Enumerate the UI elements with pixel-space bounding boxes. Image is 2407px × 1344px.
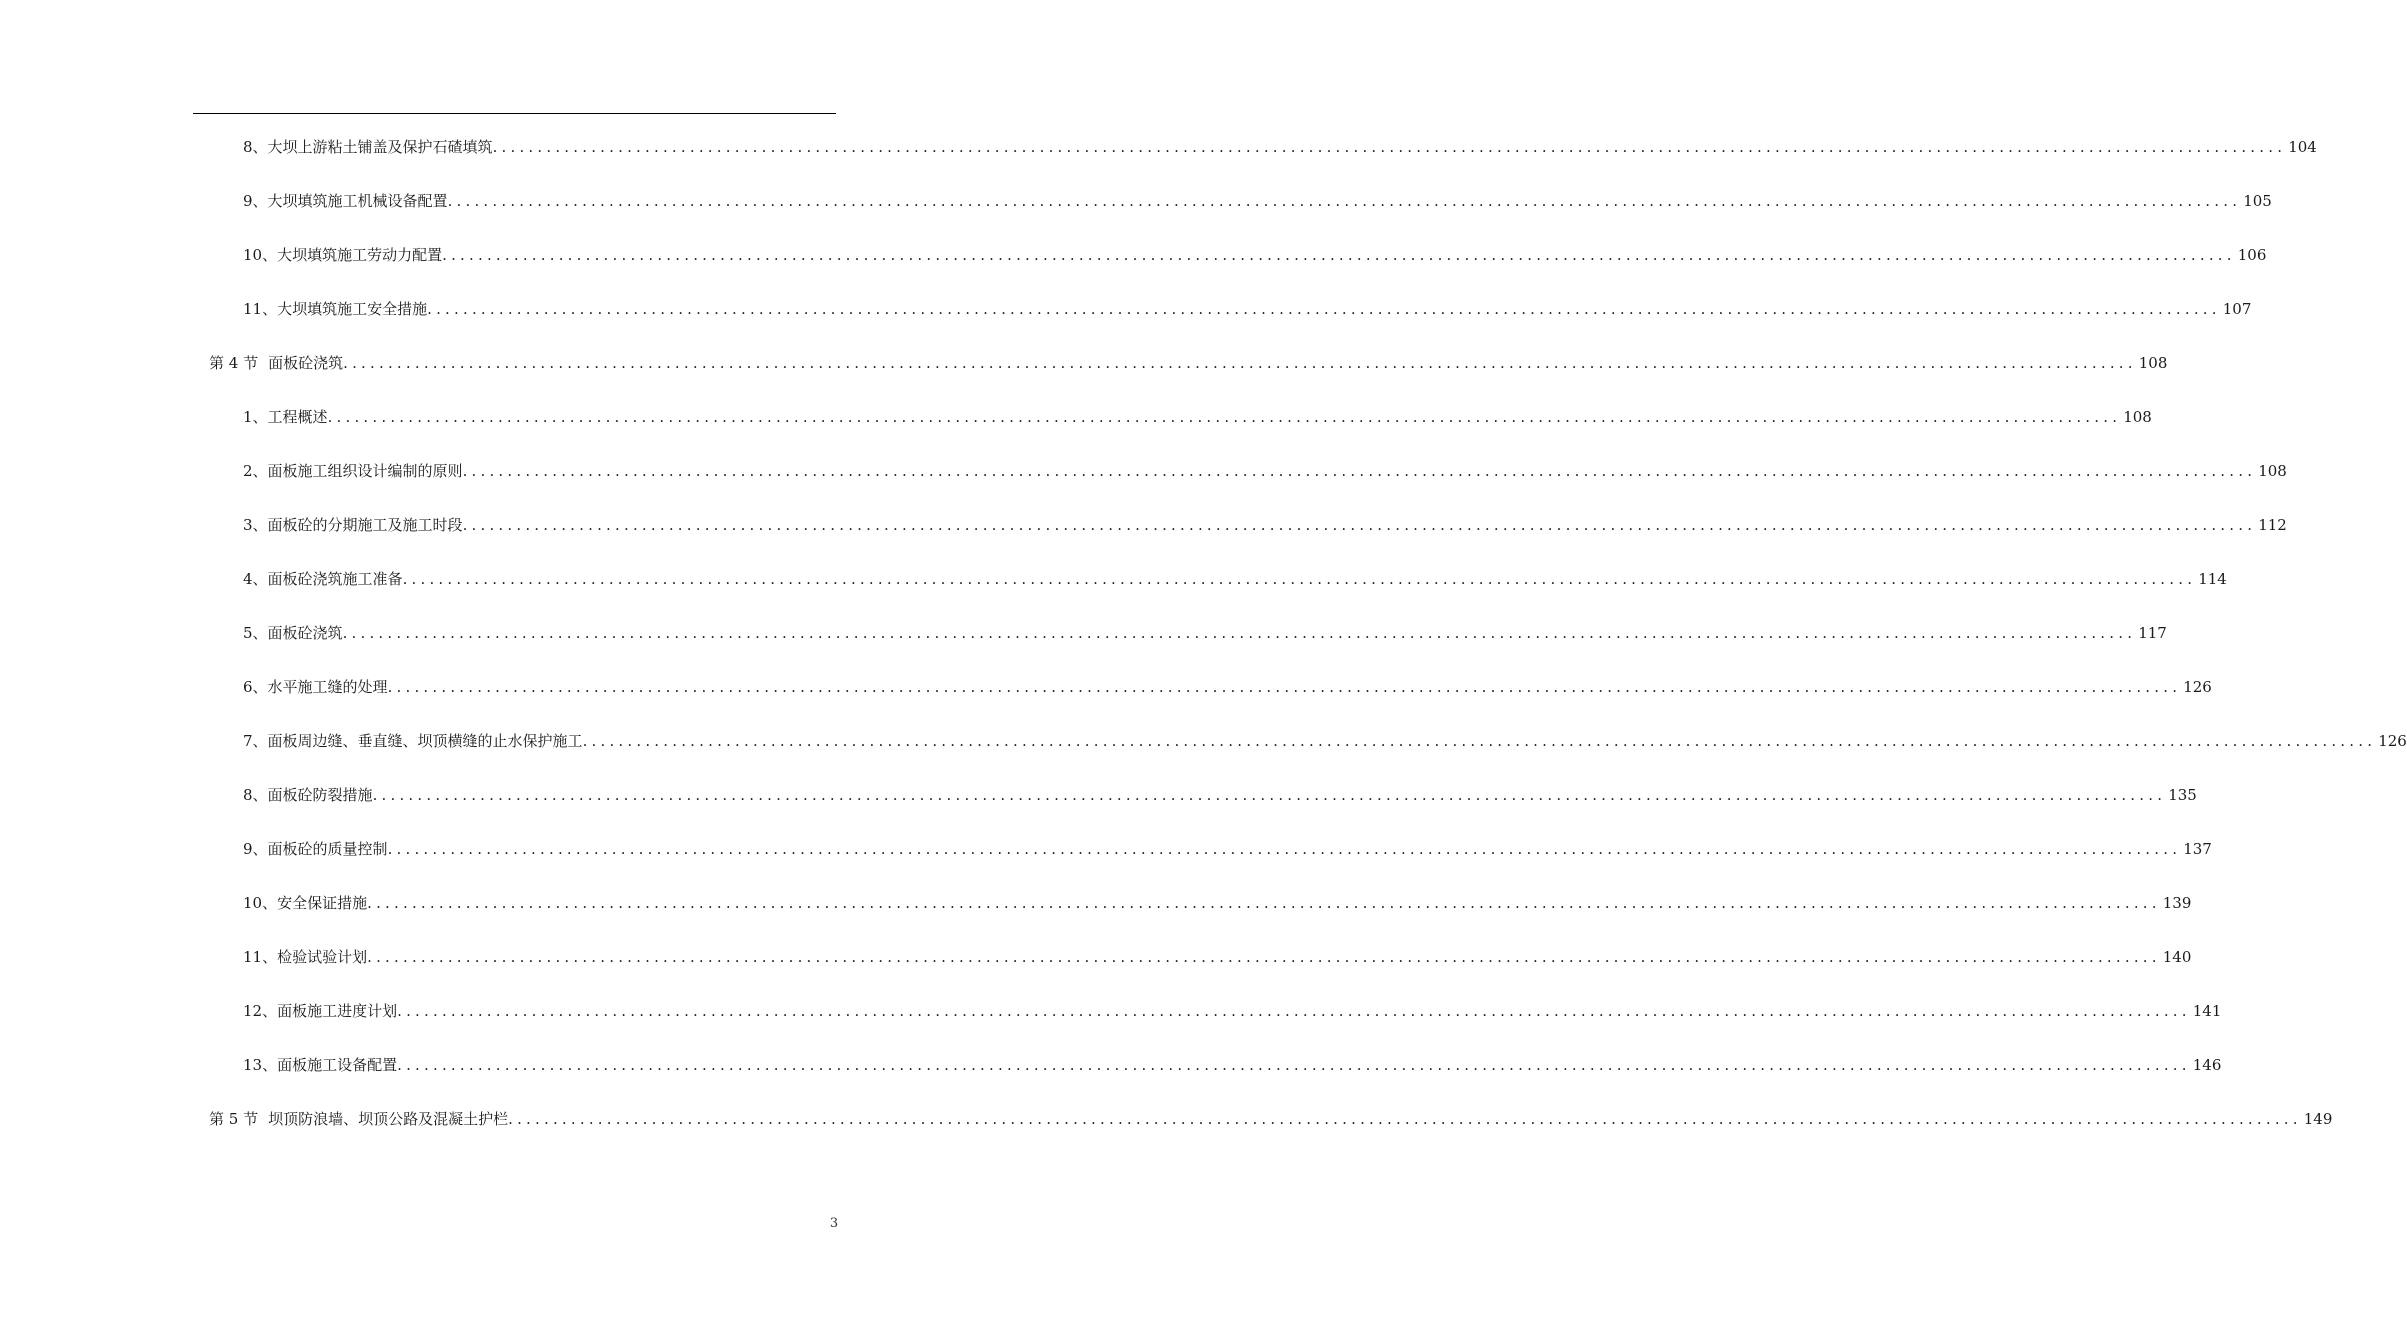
toc-entry-page: 105: [2243, 192, 2272, 210]
toc-entry[interactable]: [209, 1108, 2333, 1130]
toc-leader-dots: ........................................................................................................................................................................................................: [492, 138, 2287, 156]
toc-leader-dots: ........................................................................................................................................................................................................: [372, 786, 2167, 804]
toc-entry[interactable]: [209, 352, 2168, 374]
toc-leader-dots: ........................................................................................................................................................................................................: [462, 462, 2257, 480]
toc-entry[interactable]: [243, 892, 2192, 914]
toc-entry[interactable]: [243, 730, 2407, 752]
toc-entry[interactable]: [243, 838, 2212, 860]
toc-entry[interactable]: [243, 298, 2252, 320]
toc-leader-dots: ........................................................................................................................................................................................................: [442, 246, 2236, 264]
toc-leader-dots: ........................................................................................................................................................................................................: [387, 678, 2182, 696]
toc-leader-dots: ........................................................................................................................................................................................................: [462, 516, 2257, 534]
toc-entry-title: 坝顶防浪墙、坝顶公路及混凝土护栏: [268, 1110, 509, 1128]
toc-leader-dots: ........................................................................................................................................................................................................: [508, 1110, 2302, 1128]
toc-leader-dots: ........................................................................................................................................................................................................: [343, 354, 2137, 372]
toc-entry-title: 面板砼的分期施工及施工时段: [267, 516, 463, 534]
toc-entry-number: 9、: [243, 840, 268, 858]
toc-entry-title: 检验试验计划: [277, 948, 368, 966]
toc-entry-number: 2、: [243, 462, 268, 480]
toc-leader-dots: ........................................................................................................................................................................................................: [447, 192, 2242, 210]
toc-entry-page: 106: [2237, 246, 2267, 264]
toc-entry-number: 8、: [243, 786, 268, 804]
toc-entry[interactable]: [243, 1054, 2222, 1076]
toc-entry-title: 面板施工组织设计编制的原则: [267, 462, 463, 480]
toc-entry-number: 10、: [243, 894, 278, 912]
toc-leader-dots: ........................................................................................................................................................................................................: [582, 732, 2377, 750]
toc-leader-dots: ........................................................................................................................................................................................................: [342, 624, 2137, 642]
toc-entry[interactable]: [243, 1000, 2222, 1022]
toc-entry-number: 10、: [243, 246, 278, 264]
toc-entry-page: 146: [2192, 1056, 2222, 1074]
toc-entry-number: 5、: [243, 624, 268, 642]
toc-entry[interactable]: [243, 784, 2197, 806]
toc-leader-dots: ........................................................................................................................................................................................................: [397, 1056, 2191, 1074]
toc-entry-page: 137: [2183, 840, 2212, 858]
toc-entry-title: 面板砼浇筑: [268, 354, 344, 372]
toc-entry[interactable]: [243, 190, 2272, 212]
toc-leader-dots: ........................................................................................................................................................................................................: [367, 948, 2161, 966]
toc-leader-dots: ........................................................................................................................................................................................................: [367, 894, 2161, 912]
footer-page-number: 3: [829, 1216, 839, 1231]
toc-entry-number: 12、: [243, 1002, 278, 1020]
toc-entry[interactable]: [243, 136, 2317, 158]
toc-entry-page: 104: [2288, 138, 2317, 156]
toc-entry-number: 第 4 节: [209, 354, 259, 372]
toc-entry-title: 水平施工缝的处理: [267, 678, 388, 696]
toc-leader-dots: ........................................................................................................................................................................................................: [327, 408, 2122, 426]
toc-entry-number: 3、: [243, 516, 268, 534]
toc-entry-title: 安全保证措施: [277, 894, 368, 912]
toc-entry[interactable]: [243, 946, 2192, 968]
toc-entry-page: 149: [2303, 1110, 2333, 1128]
toc-entry[interactable]: [243, 244, 2267, 266]
toc-entry[interactable]: [243, 514, 2287, 536]
toc-entry-page: 135: [2168, 786, 2197, 804]
toc-entry-page: 117: [2138, 624, 2167, 642]
toc-entry-title: 工程概述: [267, 408, 328, 426]
toc-entry-title: 大坝上游粘土铺盖及保护石碴填筑: [267, 138, 493, 156]
toc-entry[interactable]: [243, 676, 2212, 698]
toc-entry-title: 面板施工进度计划: [277, 1002, 398, 1020]
toc-entry-number: 第 5 节: [209, 1110, 259, 1128]
toc-leader-dots: ........................................................................................................................................................................................................: [427, 300, 2221, 318]
toc-entry-page: 108: [2123, 408, 2152, 426]
toc-entry-title: 面板施工设备配置: [277, 1056, 398, 1074]
toc-entry-page: 139: [2162, 894, 2192, 912]
toc-entry-page: 140: [2162, 948, 2192, 966]
toc-entry-title: 面板砼浇筑施工准备: [267, 570, 403, 588]
toc-leader-dots: ........................................................................................................................................................................................................: [402, 570, 2197, 588]
toc-entry-title: 面板砼防裂措施: [267, 786, 373, 804]
toc-entry-number: 9、: [243, 192, 268, 210]
toc-entry-page: 108: [2258, 462, 2287, 480]
toc-entry-number: 6、: [243, 678, 268, 696]
toc-entry-title: 面板砼浇筑: [267, 624, 343, 642]
toc-entry-title: 面板周边缝、垂直缝、坝顶横缝的止水保护施工: [267, 732, 583, 750]
toc-entry-page: 141: [2192, 1002, 2222, 1020]
toc-entry[interactable]: [243, 568, 2227, 590]
toc-entry-number: 1、: [243, 408, 268, 426]
header-rule: [193, 113, 836, 114]
toc-entry-number: 7、: [243, 732, 268, 750]
toc-entry-number: 4、: [243, 570, 268, 588]
toc-entry-page: 108: [2138, 354, 2168, 372]
toc-entry[interactable]: [243, 622, 2167, 644]
toc-entry-page: 112: [2258, 516, 2287, 534]
toc-entry-title: 大坝填筑施工机械设备配置: [267, 192, 448, 210]
toc-entry-number: 13、: [243, 1056, 278, 1074]
toc-entry[interactable]: [243, 406, 2152, 428]
toc-entry-number: 11、: [243, 948, 278, 966]
toc-entry-title: 面板砼的质量控制: [267, 840, 388, 858]
toc-entry-page: 126: [2183, 678, 2212, 696]
toc-entry-title: 大坝填筑施工劳动力配置: [277, 246, 443, 264]
toc-leader-dots: ........................................................................................................................................................................................................: [387, 840, 2182, 858]
toc-entry-title: 大坝填筑施工安全措施: [277, 300, 428, 318]
toc-entry[interactable]: [243, 460, 2287, 482]
toc-entry-number: 11、: [243, 300, 278, 318]
toc-entry-page: 114: [2198, 570, 2227, 588]
toc-entry-page: 126: [2378, 732, 2407, 750]
toc-entry-page: 107: [2222, 300, 2252, 318]
toc-leader-dots: ........................................................................................................................................................................................................: [397, 1002, 2191, 1020]
toc-entry-number: 8、: [243, 138, 268, 156]
